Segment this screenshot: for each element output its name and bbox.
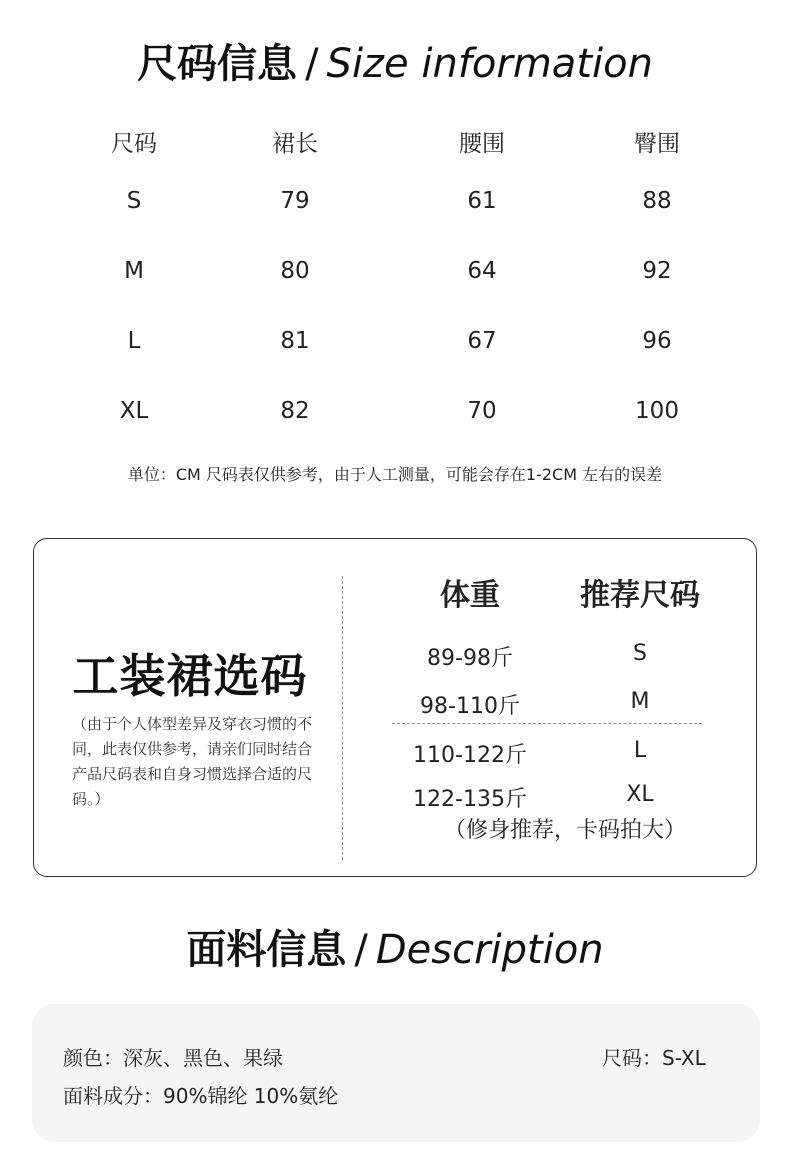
cell-recommended-size: M bbox=[630, 689, 650, 714]
cell-waist: 67 bbox=[467, 328, 497, 354]
cell-length: 82 bbox=[280, 398, 310, 424]
cell-weight: 110-122斤 bbox=[413, 743, 527, 768]
header-size: 尺码 bbox=[111, 131, 157, 157]
cell-size: XL bbox=[119, 398, 149, 424]
cell-hip: 96 bbox=[642, 328, 672, 354]
cell-weight: 122-135斤 bbox=[413, 787, 527, 812]
cell-waist: 64 bbox=[467, 258, 497, 284]
description-box bbox=[32, 1004, 760, 1142]
fabric-info: 面料成分：90%锦纶 10%氨纶 bbox=[63, 1084, 339, 1108]
description-title-en: Description bbox=[375, 927, 604, 973]
cell-size: L bbox=[127, 328, 141, 354]
size-info-title-en: Size information bbox=[326, 41, 653, 87]
description-title bbox=[0, 918, 790, 975]
cell-weight: 98-110斤 bbox=[420, 694, 520, 719]
slim-fit-note: （修身推荐，卡码拍大） bbox=[443, 818, 686, 843]
cell-size: S bbox=[126, 188, 142, 214]
cell-recommended-size: S bbox=[633, 641, 647, 666]
cell-waist: 61 bbox=[467, 188, 497, 214]
cell-size: M bbox=[124, 258, 144, 284]
header-waist: 腰围 bbox=[459, 131, 505, 157]
cell-length: 80 bbox=[280, 258, 310, 284]
size-info-title-cn: 尺码信息 bbox=[137, 41, 298, 87]
cell-length: 79 bbox=[280, 188, 310, 214]
title-separator: / bbox=[354, 927, 368, 973]
color-info: 颜色：深灰、黑色、果绿 bbox=[63, 1046, 283, 1070]
cell-weight: 89-98斤 bbox=[427, 646, 513, 671]
description-title-cn: 面料信息 bbox=[186, 927, 347, 973]
size-note: 单位：CM 尺码表仅供参考，由于人工测量，可能会存在1-2CM 左右的误差 bbox=[127, 465, 663, 484]
cell-waist: 70 bbox=[467, 398, 497, 424]
size-info-title bbox=[0, 32, 790, 89]
header-weight: 体重 bbox=[440, 578, 500, 613]
recommendation-disclaimer: （由于个人体型差异及穿衣习惯的不同，此表仅供参考，请亲们同时结合产品尺码表和自身习惯选择合适的尺码。） bbox=[72, 715, 313, 808]
title-separator: / bbox=[305, 41, 319, 87]
cell-hip: 88 bbox=[642, 188, 672, 214]
cell-length: 81 bbox=[280, 328, 310, 354]
cell-recommended-size: XL bbox=[626, 782, 654, 807]
horizontal-divider bbox=[392, 723, 702, 724]
header-hip: 臀围 bbox=[634, 131, 680, 157]
cell-hip: 100 bbox=[635, 398, 679, 424]
header-length: 裙长 bbox=[272, 131, 318, 157]
size-range-info: 尺码：S-XL bbox=[602, 1046, 706, 1070]
cell-recommended-size: L bbox=[633, 738, 647, 763]
header-recommended-size: 推荐尺码 bbox=[580, 578, 700, 613]
recommendation-title: 工装裙选码 bbox=[72, 649, 308, 703]
cell-hip: 92 bbox=[642, 258, 672, 284]
